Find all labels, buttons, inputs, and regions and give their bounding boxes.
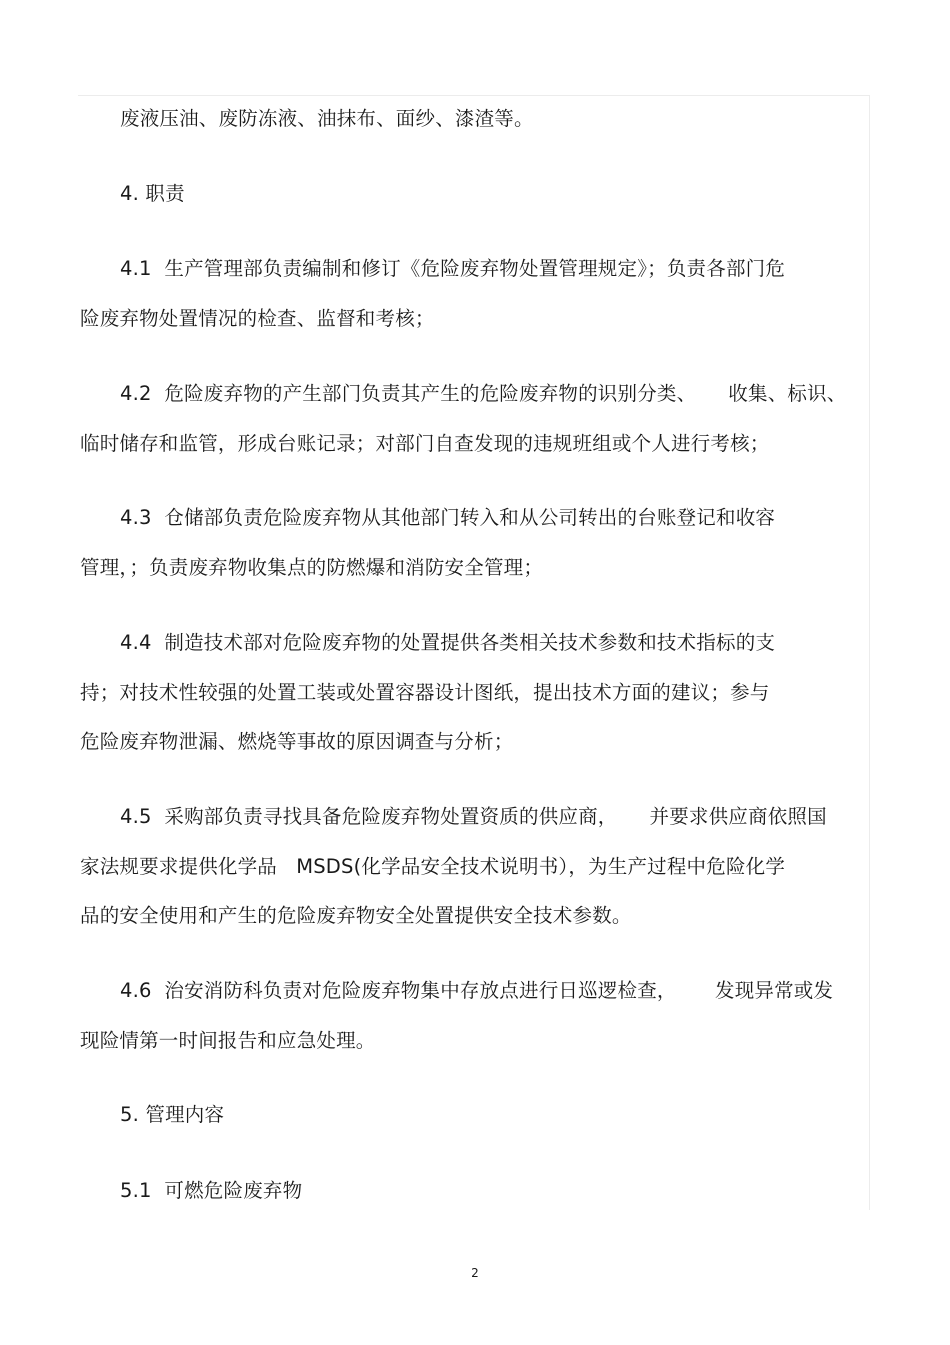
- section-heading-responsibilities: 4. 职责: [120, 182, 185, 205]
- subsection-heading-combustible-waste: 5.1 可燃危险废弃物: [120, 1179, 303, 1202]
- paragraph-4-4-line-1: 4.4 制造技术部对危险废弃物的处置提供各类相关技术参数和技术指标的支: [120, 631, 776, 654]
- paragraph-4-2-line-1: 4.2 危险废弃物的产生部门负责其产生的危险废弃物的识别分类、 收集、标识、: [120, 382, 847, 405]
- paragraph-4-5-line-2: 家法规要求提供化学品 MSDS(化学品安全技术说明书），为生产过程中危险化学: [80, 855, 786, 878]
- paragraph-4-2-line-2: 临时储存和监管，形成台账记录；对部门自查发现的违规班组或个人进行考核；: [80, 432, 770, 455]
- paragraph-4-4-line-2: 持；对技术性较强的处置工装或处置容器设计图纸，提出技术方面的建议；参与: [80, 681, 770, 704]
- text-line-waste-examples: 废液压油、废防冻液、油抹布、面纱、漆渣等。: [120, 107, 534, 130]
- paragraph-4-5-line-3: 品的安全使用和产生的危险废弃物安全处置提供安全技术参数。: [80, 904, 632, 927]
- paragraph-4-6-line-1: 4.6 治安消防科负责对危险废弃物集中存放点进行日巡逻检查， 发现异常或发: [120, 979, 834, 1002]
- paragraph-4-6-line-2: 现险情第一时间报告和应急处理。: [80, 1029, 376, 1052]
- page-number: 2: [471, 1266, 479, 1280]
- page-frame-right-border: [869, 95, 870, 1210]
- paragraph-4-5-line-1: 4.5 采购部负责寻找具备危险废弃物处置资质的供应商， 并要求供应商依照国: [120, 805, 827, 828]
- paragraph-4-3-line-1: 4.3 仓储部负责危险废弃物从其他部门转入和从公司转出的台账登记和收容: [120, 506, 776, 529]
- paragraph-4-3-line-2: 管理，；负责废弃物收集点的防燃爆和消防安全管理；: [80, 556, 544, 579]
- paragraph-4-4-line-3: 危险废弃物泄漏、燃烧等事故的原因调查与分析；: [80, 730, 514, 753]
- paragraph-4-1-line-1: 4.1 生产管理部负责编制和修订《危险废弃物处置管理规定》；负责各部门危: [120, 257, 786, 280]
- page-frame-top-border: [78, 95, 870, 96]
- section-heading-management-content: 5. 管理内容: [120, 1103, 225, 1126]
- paragraph-4-1-line-2: 险废弃物处置情况的检查、监督和考核；: [80, 307, 435, 330]
